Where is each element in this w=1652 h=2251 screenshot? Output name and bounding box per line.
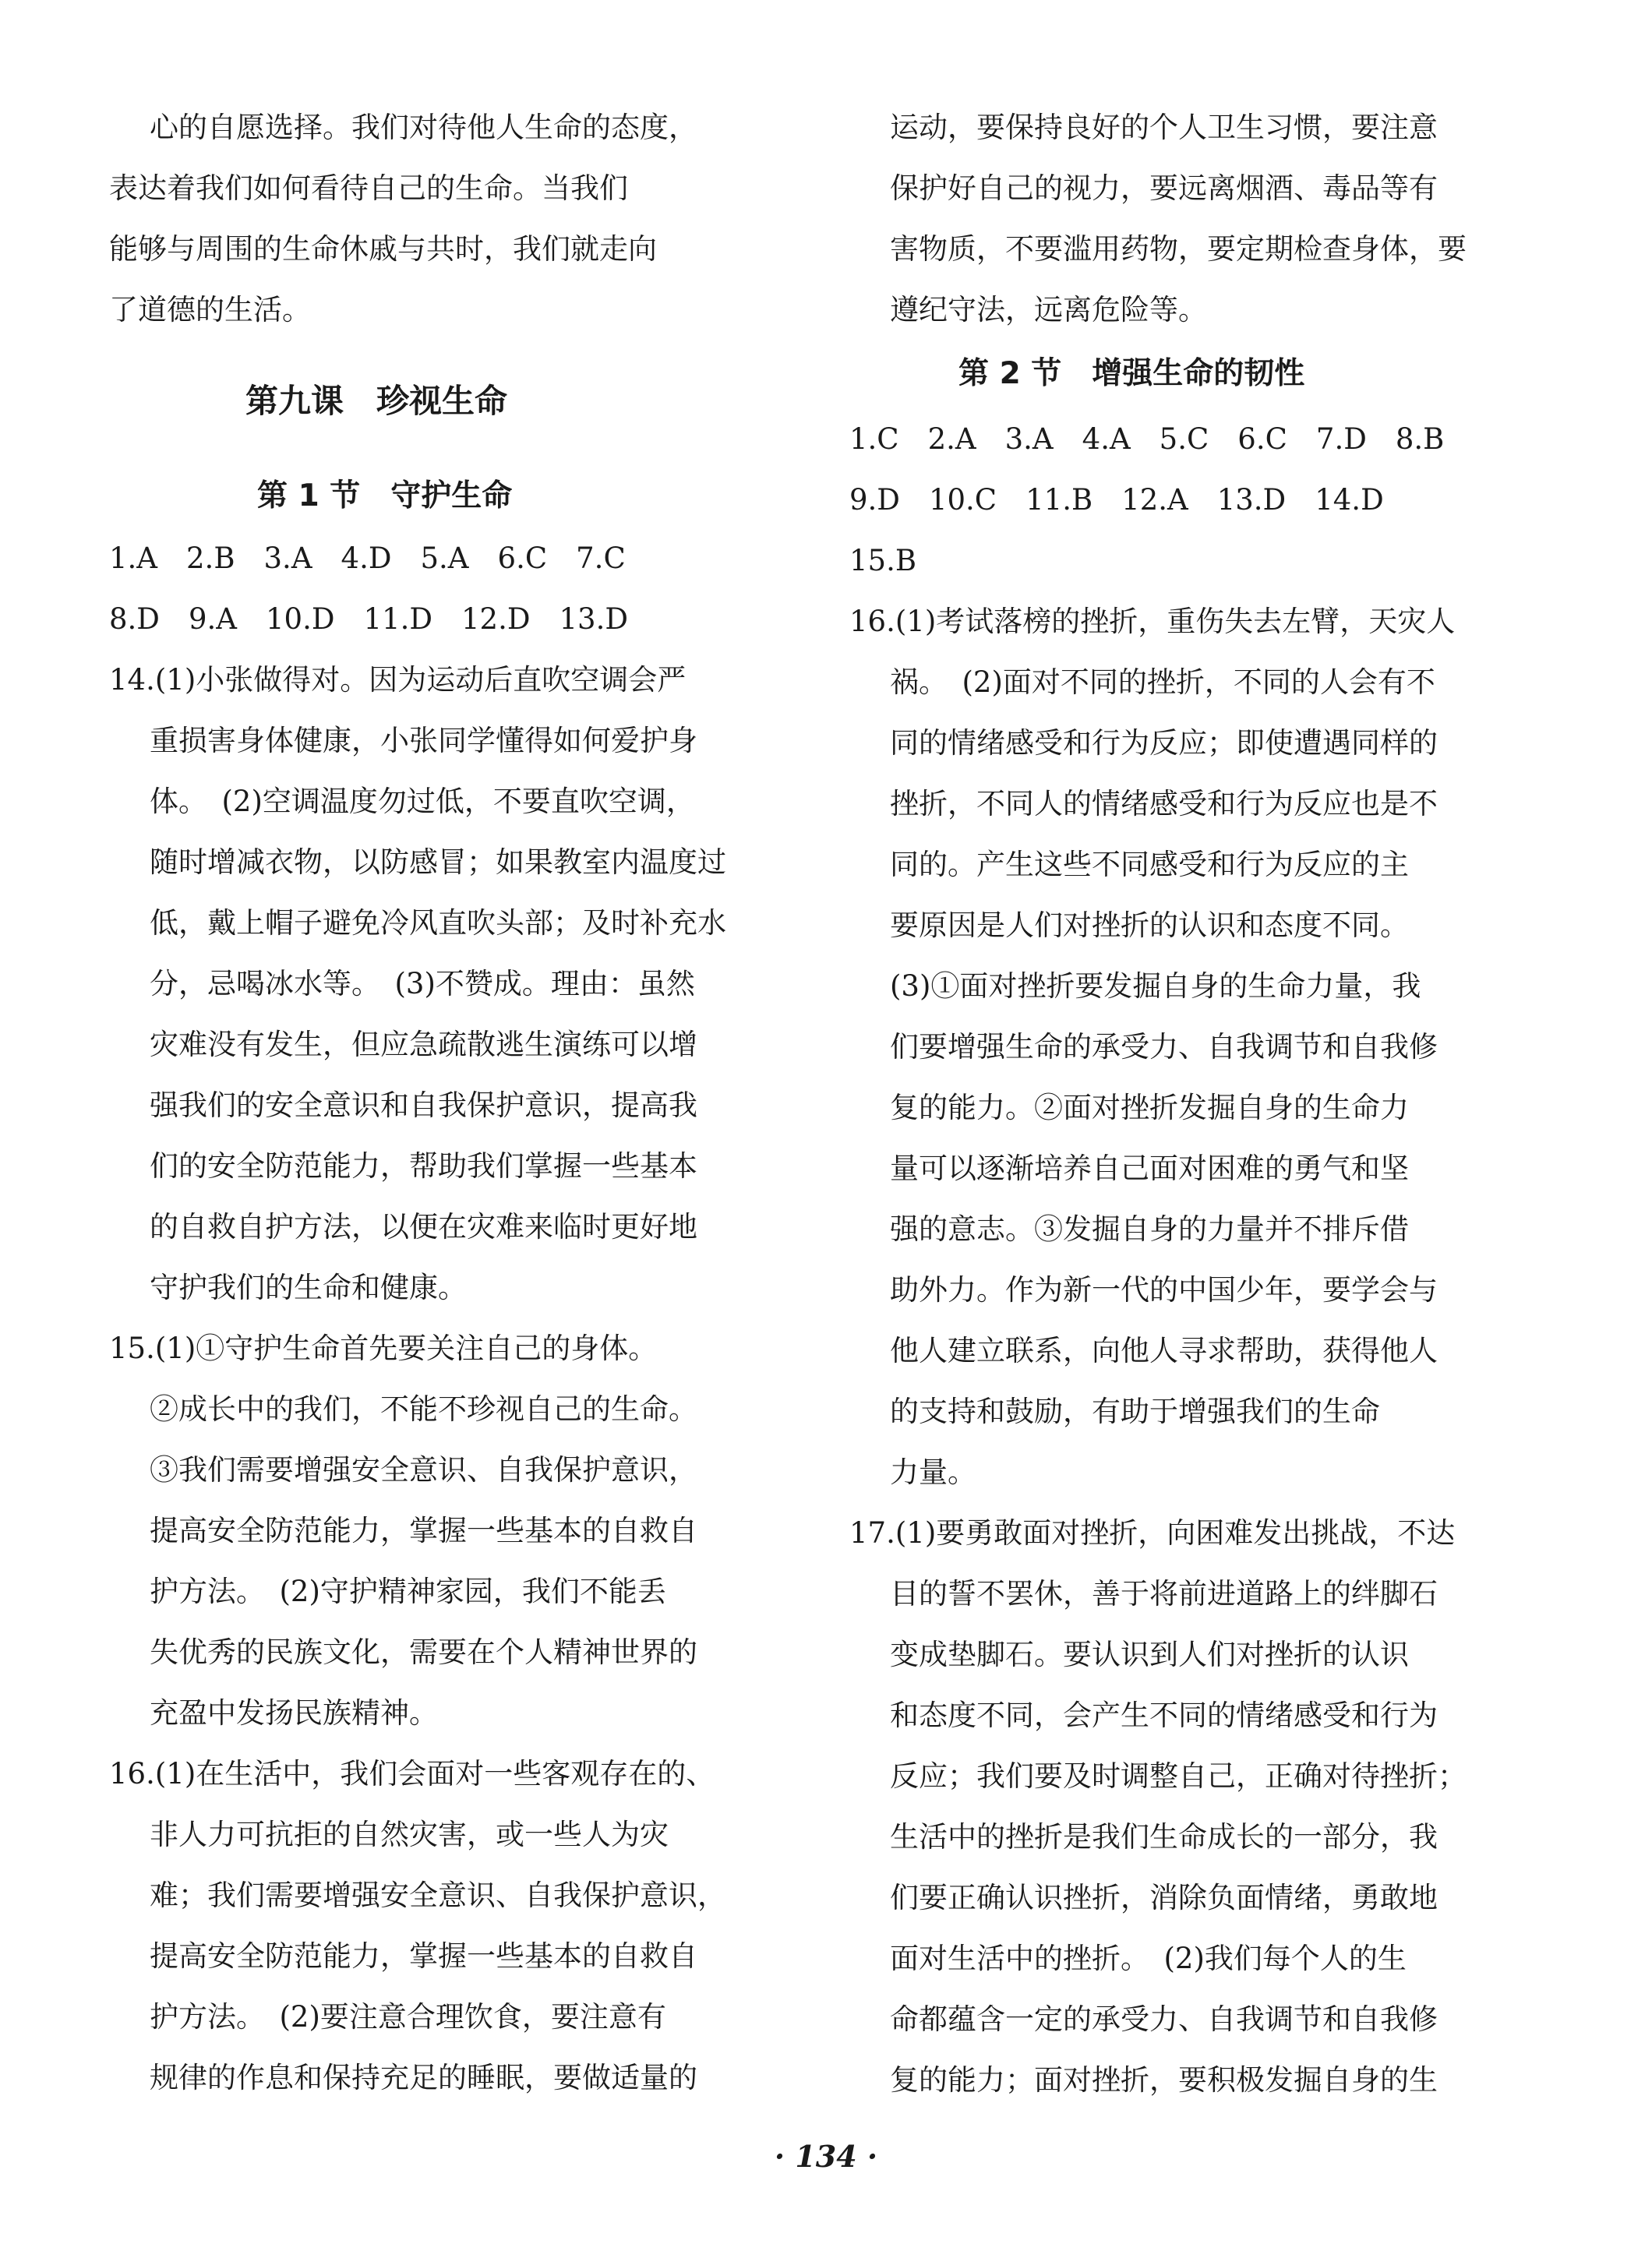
answer-line: 16.(1)在生活中，我们会面对一些客观存在的、 [109,1757,715,1791]
answer-line: 量可以逐渐培养自己面对困难的勇气和坚 [890,1152,1409,1185]
answer-line: 目的誓不罢休，善于将前进道路上的绊脚石 [890,1577,1438,1611]
answer-line: 低，戴上帽子避免冷风直吹头部；及时补充水 [150,906,726,940]
page-number: · 134 · [774,2139,878,2174]
answer-line: 反应；我们要及时调整自己，正确对待挫折； [890,1759,1467,1793]
section-title: 第 1 节 守护生命 [257,478,513,513]
answer-line: 1.C 2.A 3.A 4.A 5.C 6.C 7.D 8.B [849,422,1445,456]
answer-line: 复的能力；面对挫折，要积极发掘自身的生 [890,2063,1438,2097]
answer-line: 们要增强生命的承受力、自我调节和自我修 [890,1030,1438,1064]
answer-line: 强的意志。③发掘自身的力量并不排斥借 [890,1212,1409,1246]
answer-line: 15.B [849,544,917,577]
answer-line: 要原因是人们对挫折的认识和态度不同。 [890,909,1409,942]
answer-line: 强我们的安全意识和自我保护意识，提高我 [150,1088,697,1122]
answer-line: 守护我们的生命和健康。 [150,1271,467,1304]
answer-line: 16.(1)考试落榜的挫折，重伤失去左臂，天灾人 [849,605,1456,638]
text-line: 保护好自己的视力，要远离烟酒、毒品等有 [890,171,1438,205]
answer-line: 规律的作息和保持充足的睡眠，要做适量的 [150,2061,697,2094]
answer-line: 9.D 10.C 11.B 12.A 13.D 14.D [849,483,1384,517]
text-line: 了道德的生活。 [109,293,311,326]
answer-line: 分，忌喝冰水等。 (3)不赞成。理由：虽然 [150,967,695,1000]
answer-line: 17.(1)要勇敢面对挫折，向困难发出挑战，不达 [849,1516,1456,1550]
answer-line: ②成长中的我们，不能不珍视自己的生命。 [150,1392,697,1426]
answer-line: 失优秀的民族文化，需要在个人精神世界的 [150,1635,697,1669]
answer-line: (3)①面对挫折要发掘自身的生命力量，我 [890,969,1421,1003]
answer-line: 们要正确认识挫折，消除负面情绪，勇敢地 [890,1881,1438,1914]
answer-line: 和态度不同，会产生不同的情绪感受和行为 [890,1699,1438,1732]
answer-line: 们的安全防范能力，帮助我们掌握一些基本 [150,1149,697,1183]
answer-line: 的自救自护方法，以便在灾难来临时更好地 [150,1210,697,1244]
answer-line: 命都蕴含一定的承受力、自我调节和自我修 [890,2002,1438,2036]
answer-line: 力量。 [890,1455,976,1489]
text-line: 心的自愿选择。我们对待他人生命的态度， [150,111,697,144]
text-line: 运动，要保持良好的个人卫生习惯，要注意 [890,111,1438,144]
answer-line: 生活中的挫折是我们生命成长的一部分，我 [890,1820,1438,1854]
answer-line: 挫折，不同人的情绪感受和行为反应也是不 [890,787,1438,820]
answer-line: 难；我们需要增强安全意识、自我保护意识， [150,1879,726,1912]
answer-line: 提高安全防范能力，掌握一些基本的自救自 [150,1939,697,1973]
answer-line: 非人力可抗拒的自然灾害，或一些人为灾 [150,1818,669,1851]
answer-line: 体。 (2)空调温度勿过低，不要直吹空调， [150,785,695,818]
answer-line: 面对生活中的挫折。 (2)我们每个人的生 [890,1942,1407,1975]
text-line: 表达着我们如何看待自己的生命。当我们 [109,171,628,205]
answer-line: 祸。 (2)面对不同的挫折，不同的人会有不 [890,665,1435,699]
answer-line: 护方法。 (2)守护精神家园，我们不能丢 [150,1575,666,1608]
answer-line: 变成垫脚石。要认识到人们对挫折的认识 [890,1638,1409,1671]
answer-line: 14.(1)小张做得对。因为运动后直吹空调会严 [109,663,687,697]
answer-line: ③我们需要增强安全意识、自我保护意识， [150,1453,697,1487]
answer-line: 灾难没有发生，但应急疏散逃生演练可以增 [150,1028,697,1061]
answer-line: 同的。产生这些不同感受和行为反应的主 [890,848,1409,881]
answer-line: 的支持和鼓励，有助于增强我们的生命 [890,1395,1380,1428]
text-line: 能够与周围的生命休戚与共时，我们就走向 [109,232,657,266]
answer-line: 重损害身体健康，小张同学懂得如何爱护身 [150,724,697,757]
answer-line: 同的情绪感受和行为反应；即使遭遇同样的 [890,726,1438,760]
answer-line: 复的能力。②面对挫折发掘自身的生命力 [890,1091,1409,1124]
answer-line: 护方法。 (2)要注意合理饮食，要注意有 [150,2000,666,2034]
answer-line: 随时增减衣物，以防感冒；如果教室内温度过 [150,845,726,879]
text-line: 遵纪守法，远离危险等。 [890,293,1207,326]
answer-line: 8.D 9.A 10.D 11.D 12.D 13.D [109,602,629,636]
answer-line: 他人建立联系，向他人寻求帮助，获得他人 [890,1334,1438,1367]
text-line: 害物质，不要滥用药物，要定期检查身体，要 [890,232,1467,266]
answer-line: 助外力。作为新一代的中国少年，要学会与 [890,1273,1438,1307]
lesson-title: 第九课 珍视生命 [245,382,508,420]
answer-line: 充盈中发扬民族精神。 [150,1696,438,1730]
section-title: 第 2 节 增强生命的韧性 [958,356,1305,391]
answer-line: 提高安全防范能力，掌握一些基本的自救自 [150,1514,697,1547]
answer-line: 1.A 2.B 3.A 4.D 5.A 6.C 7.C [109,542,626,575]
answer-line: 15.(1)①守护生命首先要关注自己的身体。 [109,1332,658,1365]
